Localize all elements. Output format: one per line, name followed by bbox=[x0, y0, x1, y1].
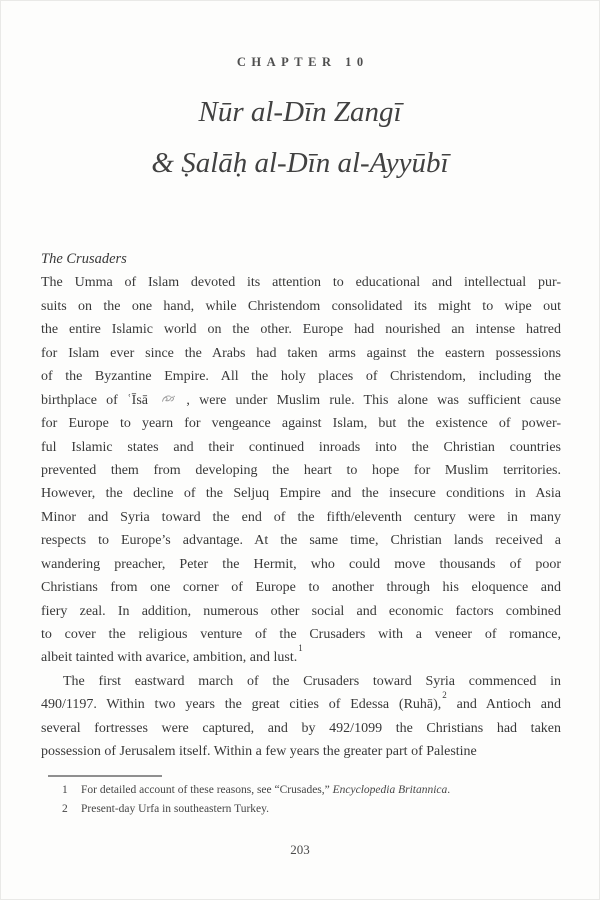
body-line bbox=[41, 529, 561, 552]
body-line-text: possession of Jerusalem itself. Within a few years the greater part of Palestine bbox=[41, 744, 477, 760]
honorific-alayhi-al-salam-icon bbox=[161, 389, 176, 399]
body-line bbox=[41, 389, 561, 412]
body-line bbox=[41, 553, 561, 576]
body-line bbox=[41, 690, 561, 716]
body-line bbox=[41, 670, 561, 693]
body-line bbox=[41, 506, 561, 529]
footnote-ref: 1 bbox=[298, 643, 303, 654]
body-line bbox=[41, 342, 561, 365]
body-line bbox=[41, 740, 561, 763]
footnote-text bbox=[81, 800, 269, 819]
body-line bbox=[41, 459, 561, 482]
body-line-text: However, the decline of the Seljuq Empire and the insecure conditions in Asia bbox=[41, 486, 561, 502]
body-line-text: The first eastward march of the Crusaders toward Syria commenced in bbox=[63, 673, 561, 689]
body-line bbox=[41, 600, 561, 623]
body-line-text: the entire Islamic world on the other. Europe had nourished an intense hatred bbox=[41, 322, 561, 338]
footnote bbox=[62, 800, 554, 819]
body-line-text: wandering preacher, Peter the Hermit, who could move thousands of poor bbox=[41, 556, 561, 572]
body-line bbox=[41, 717, 561, 740]
chapter-label: CHAPTER 10 bbox=[236, 55, 369, 69]
body-line bbox=[41, 576, 561, 599]
body-line-text: and Antioch and bbox=[446, 697, 561, 713]
body-line-text: , were under Muslim rule. This alone was sufficient cause bbox=[186, 392, 562, 408]
footnote-text-italic: Encyclopedia Britannica bbox=[332, 784, 448, 796]
body-line-text: several fortresses were captured, and by 492/1099 the Christians had taken bbox=[41, 720, 561, 736]
page-number: 203 bbox=[290, 842, 310, 857]
body-line bbox=[41, 318, 561, 341]
footnote-text-pre: For detailed account of these reasons, see “Crusades,” bbox=[81, 784, 333, 796]
body-line-text: albeit tainted with avarice, ambition, and lust. bbox=[41, 650, 298, 666]
body-line-text: to cover the religious venture of the Crusaders with a veneer of romance, bbox=[41, 627, 561, 643]
body-lines bbox=[41, 271, 561, 763]
section-subhead: The Crusaders bbox=[41, 251, 127, 267]
body-line-text: birthplace of ʿĪsā bbox=[41, 392, 149, 408]
body-line bbox=[41, 436, 561, 459]
footnote-ref: 2 bbox=[442, 690, 447, 701]
body-line bbox=[41, 295, 561, 318]
body-line-text: fiery zeal. In addition, numerous other social and economic factors combined bbox=[41, 603, 561, 619]
body-line-text: prevented them from developing the heart to hope for Muslim territories. bbox=[41, 462, 561, 478]
footnote-separator bbox=[48, 775, 162, 777]
body-line bbox=[41, 271, 561, 294]
body-line-text: for Europe to yearn for vengeance against Islam, but the existence of power- bbox=[41, 416, 561, 432]
body-text bbox=[41, 248, 561, 764]
footnote-number: 2 bbox=[62, 802, 68, 815]
footnote-text bbox=[81, 781, 450, 800]
body-line bbox=[41, 365, 561, 388]
body-line bbox=[41, 412, 561, 435]
body-line-text: Christians from one corner of Europe to another through his eloquence and bbox=[41, 580, 561, 596]
body-line-text: respects to Europe’s advantage. At the same time, Christian lands received a bbox=[41, 533, 561, 549]
body-line-text: Minor and Syria toward the end of the fifth/eleventh century were in many bbox=[41, 509, 561, 525]
body-line bbox=[41, 482, 561, 505]
footnote-text-post: . bbox=[447, 784, 451, 796]
body-line bbox=[41, 643, 561, 669]
body-line-text: 490/1197. Within two years the great cities of Edessa (Ruhā), bbox=[41, 697, 442, 713]
body-line-text: of the Byzantine Empire. All the holy places of Christendom, including the bbox=[41, 369, 561, 385]
chapter-title-line-2: & Ṣalāḥ al-Dīn al-Ayyūbī bbox=[151, 147, 449, 179]
body-line-text: ful Islamic states and their continued inroads into the Christian countries bbox=[41, 439, 561, 455]
chapter-title bbox=[1, 87, 599, 189]
chapter-title-line-1: Nūr al-Dīn Zangī bbox=[198, 96, 402, 128]
body-line-text: The Umma of Islam devoted its attention to educational and intellectual pur- bbox=[41, 275, 561, 291]
footnotes bbox=[62, 781, 554, 819]
footnote-number: 1 bbox=[62, 784, 68, 796]
body-line-text: suits on the one hand, while Christendom consolidated its might to wipe out bbox=[41, 298, 561, 314]
footnote bbox=[62, 781, 554, 800]
footnote-text-pre: Present-day Urfa in southeastern Turkey. bbox=[81, 802, 270, 815]
body-line-text: for Islam ever since the Arabs had taken arms against the eastern possessions bbox=[41, 345, 561, 361]
